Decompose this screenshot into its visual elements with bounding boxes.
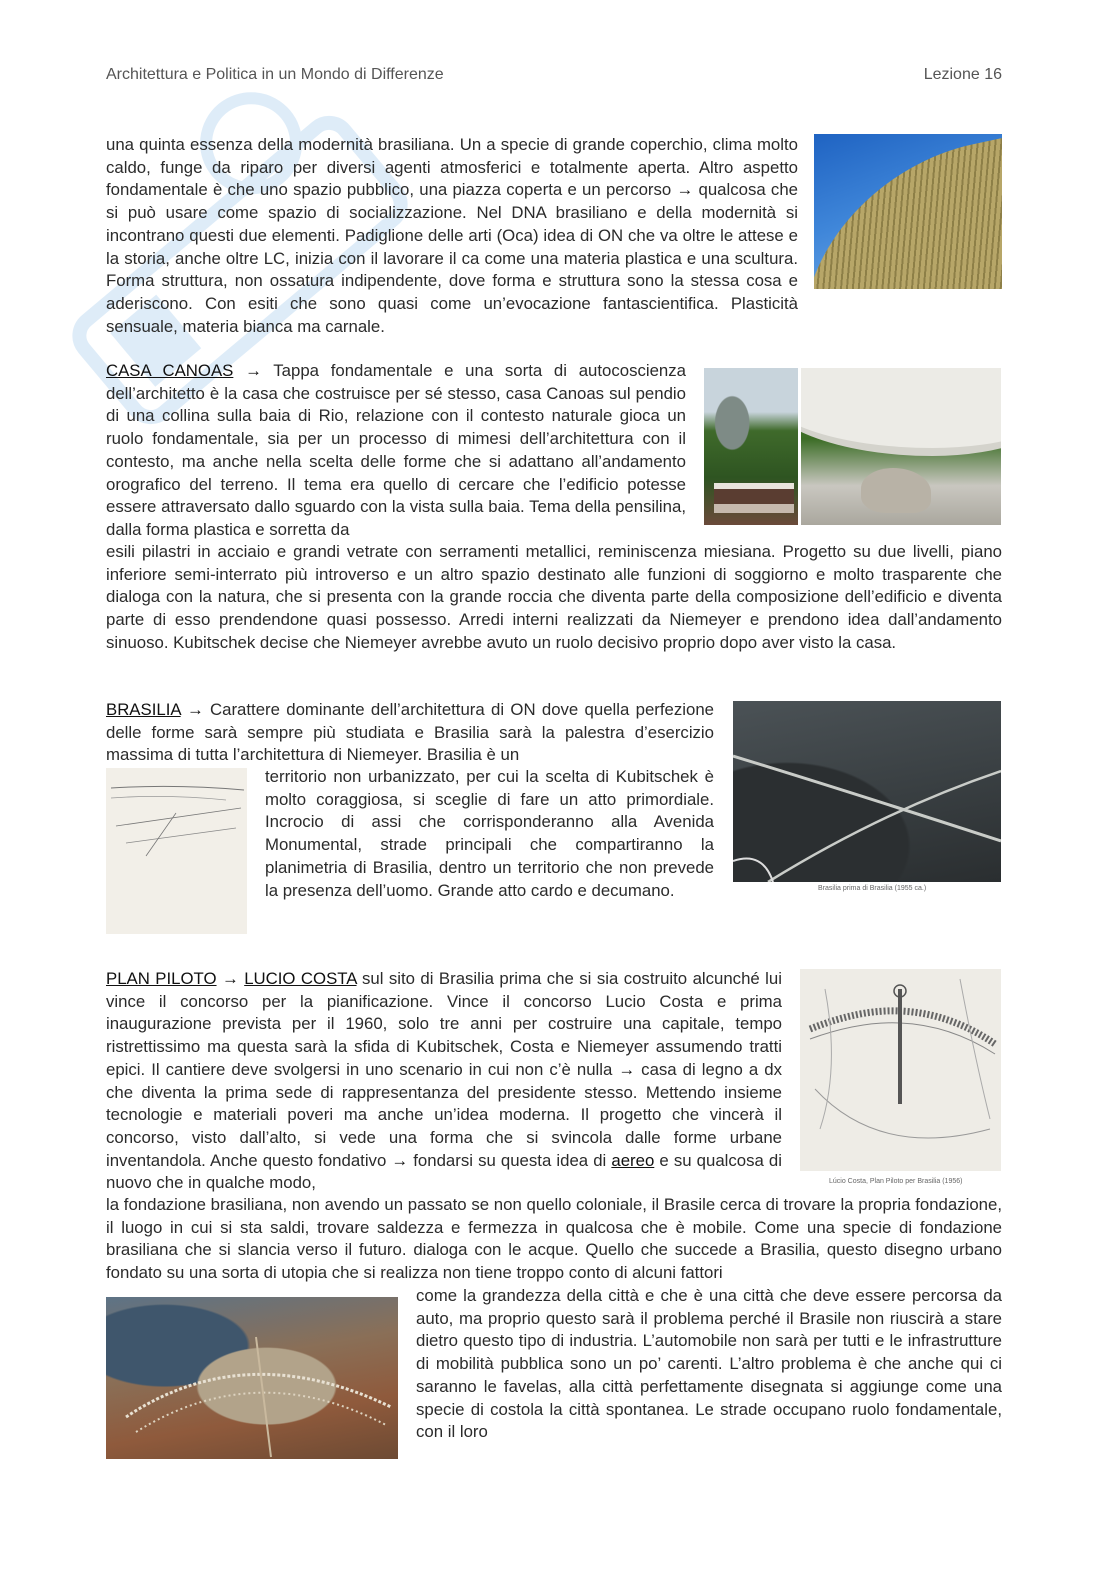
plan-piloto-title: PLAN PILOTO bbox=[106, 969, 217, 988]
canoas-paragraph-bottom: esili pilastri in acciaio e grandi vetrate con serramenti metallici, reminiscenza miesiana. Progetto su due livelli, piano inferiore semi-interrato più introverso e un altro spazio destinato alle funzioni di soggiorno e molto trasparente che dialoga con la natura, che si presenta con la grande roccia che diventa parte della composizione dell’edificio e diventa parte di esso prendendone quasi possesso. Arredi interni realizzati da Niemeyer e prendono idea dall’andamento sinuoso. Kubitschek decise che Niemeyer avrebbe avuto un ruolo decisivo proprio dopo aver visto la casa. bbox=[106, 542, 1002, 652]
intro-paragraph: una quinta essenza della modernità brasiliana. Un a specie di grande coperchio, clima molto caldo, funge da riparo per diversi agenti atmosferici e totalmente aperta. Altro aspetto fondamentale è che uno spazio pubblico, una piazza coperta e un percorso → qualcosa che si può usare come spazio di socializzazione. Nel DNA brasiliano e della modernità si incontrano questi due elementi. Padiglione delle arti (Oca) idea di ON che va oltre le attese e la storia, anche oltre LC, inizia con il lavorare il ca come una materia plastica e una scultura. Forma struttura, non ossatura indipendente, dove forma e struttura sono la stessa cosa e aderiscono. Con esiti che sono quasi come un’evocazione fantascientifica. Plasticità sensuale, materia bianca ma carnale. bbox=[106, 135, 798, 336]
brasilia-terrain-photo bbox=[733, 701, 1001, 882]
intro-paragraph-wrapped bbox=[106, 134, 798, 338]
plan-paragraph-middle: la fondazione brasiliana, non avendo un passato se non quello coloniale, il Brasile cerca di trovare la propria fondazione, il luogo in cui si sta saldi, trovare saldezza e fermezza in qualcosa che è mobile. Come una specie di fondazione brasiliana che si slancia verso il futuro. dialoga con le acque. Quello che succede a Brasilia, questo disegno urbano fondato su una sorta di utopia che si realizza non tiene troppo conto di alcuni fattori bbox=[106, 1195, 1002, 1283]
arrow-icon: → bbox=[676, 180, 694, 200]
brasilia-axes-sketch bbox=[106, 768, 247, 934]
plan-paragraph-bottom: come la grandezza della città e che è una città che deve essere percorsa da auto, ma proprio questo sarà il problema perché il Brasile non riuscirà a stare dietro questo tipo di industria. L’automobile non sarà per tutti e le infrastrutture di mobilità pubblica sono un po’ carenti. L’altro problema è che anche qui ci saranno le favelas, alla città perfettamente disegnata si aggiunge come una specie di costola la città spontanea. Le strade occupano ruolo fondamentale, con il loro bbox=[416, 1286, 1002, 1442]
plan-paragraph-top: PLAN PILOTO → LUCIO COSTA sul sito di Brasilia prima che si sia costruito alcunché lui vince il concorso per la pianificazione. Vince il concorso Lucio Costa e prima inaugurazione prevista per il 1960, solo tre anni per costruire una capitale, tempo ristrettissimo ma questa sarà la sfida di Kubitschek, Costa e Niemeyer assumendo tratti epici. Il cantiere deve svolgersi in uno scenario in cui non c’è nulla → casa di legno a dx che diventa la prima sede di rappresentanza del presidente stesso. Mettendo insieme tecnologie e materiali poveri ma anche un’idea moderna. Il progetto che vincerà il concorso, visto dall’alto, si vede una forma che si svincola dalle forme urbane inventandola. Anche questo fondativo → fondarsi su questa idea di aereo e su qualcosa di nuovo che in qualche modo, bbox=[106, 969, 782, 1193]
lesson-number: Lezione 16 bbox=[923, 66, 1002, 83]
arrow-icon: → bbox=[186, 700, 204, 719]
arrow-icon: → bbox=[221, 969, 239, 988]
brasilia-aerial-photo bbox=[106, 1297, 398, 1459]
course-title: Architettura e Politica in un Mondo di Differenze bbox=[106, 66, 444, 83]
arrow-icon: → bbox=[391, 1150, 409, 1170]
brasilia-title: BRASILIA bbox=[106, 700, 181, 719]
aereo-keyword: aereo bbox=[611, 1150, 655, 1170]
canoas-title: CASA CANOAS bbox=[106, 361, 234, 380]
arrow-icon: → bbox=[245, 361, 262, 380]
oca-pavilion-photo bbox=[814, 134, 1002, 289]
terrain-caption: Brasilia prima di Brasilia (1955 ca.) bbox=[818, 885, 927, 892]
plan-piloto-drawing bbox=[800, 969, 1001, 1171]
brasilia-paragraph-bottom: territorio non urbanizzato, per cui la scelta di Kubitschek è molto coraggiosa, si sceglie di fare un atto primordiale. Incrocio di assi che corrisponderanno alla Avenida Monumental, strade principali che compartiranno la planimetria di Brasilia, dentro un territorio che non prevede la presenza dell’uomo. Grande atto cardo e decumano. bbox=[265, 767, 714, 900]
brasilia-paragraph-top: BRASILIA → Carattere dominante dell’architettura di ON dove quella perfezione delle forme sarà sempre più studiata e Brasilia sarà la palestra d’esercizio massima di tutta l’architettura di Niemeyer. Brasilia è un bbox=[106, 700, 714, 765]
arrow-icon: → bbox=[618, 1059, 636, 1079]
casa-canoas-photo-right bbox=[801, 368, 1001, 525]
casa-canoas-photo-left bbox=[704, 368, 798, 525]
canoas-paragraph-top: CASA CANOAS → Tappa fondamentale e una sorta di autocoscienza dell’architetto è la casa che costruisce per sé stesso, casa Canoas sul pendio di una collina sulla baia di Rio, relazione con il contesto naturale gioca un ruolo fondamentale, sia per un processo di mimesi dell’architettura con il contesto, ma anche nella scelta delle forme che si adattano all’andamento orografico del terreno. Il tema era quello di cercare che l’edificio potesse essere attraversato dallo sguardo con la vista sulla baia. Tema della pensilina, dalla forma plastica e sorretta da bbox=[106, 361, 686, 539]
plan-caption: Lúcio Costa, Plan Piloto per Brasilia (1956) bbox=[829, 1178, 963, 1185]
page-header bbox=[106, 66, 1002, 84]
lucio-costa-title: LUCIO COSTA bbox=[244, 969, 357, 988]
